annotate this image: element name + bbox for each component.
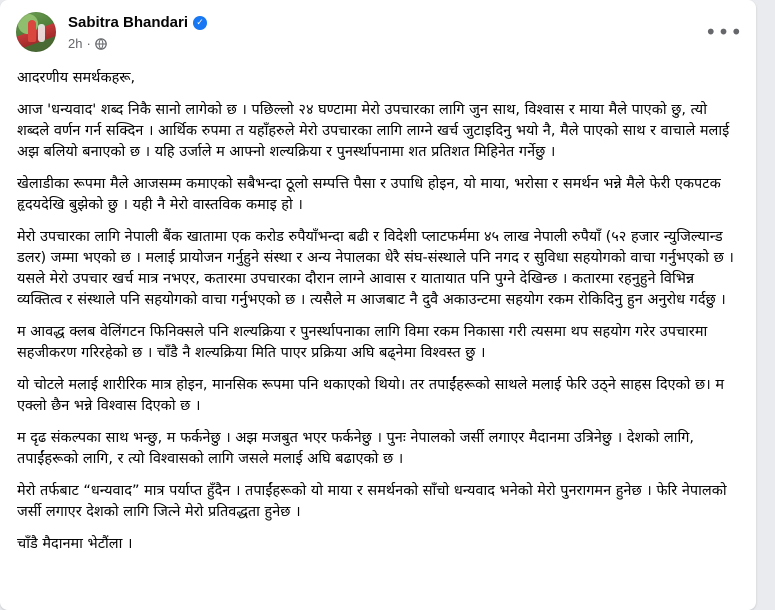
author-name[interactable]: Sabitra Bhandari (68, 14, 189, 31)
post-paragraph: चाँडै मैदानमा भेटौंला । (17, 536, 133, 552)
author-avatar[interactable] (16, 12, 56, 52)
post-meta (68, 36, 107, 51)
post-body (17, 68, 741, 566)
post-paragraph: म दृढ संकल्पका साथ भन्छु, म फर्कनेछु । अझ मजबुत भएर फर्कनेछु । पुनः नेपालको जर्सी लगाएर मैदानमा उत्रिनेछु । देशको लागि, तपाईंहरूको लागि, र त्यो विश्वासको लागि जसले मलाई अघि बढाएको छ । (17, 430, 694, 467)
author-row (68, 14, 207, 31)
post-header (16, 12, 744, 56)
verified-badge-icon: ✓ (193, 16, 207, 30)
post-paragraph: यो चोटले मलाई शारीरिक मात्र होइन, मानसिक रूपमा पनि थकाएको थियो। तर तपाईंहरूको साथले मलाई फेरि उठ्ने साहस दिएको छ। म एक्लो छैन भन्ने विश्वास दिएको छ । (17, 377, 724, 414)
more-options-icon[interactable]: ••• (704, 20, 744, 44)
post-paragraph: म आवद्ध क्लब वेलिंगटन फिनिक्सले पनि शल्यक्रिया र पुनर्स्थापनाका लागि विमा रकम निकासा गरी त्यसमा थप सहयोग गरेर उपचारमा सहजीकरण गरिरहेको छ । चाँडै नै शल्यक्रिया मिति पाएर प्रक्रिया अघि बढ्नेमा विश्वस्त छु । (17, 324, 708, 361)
meta-separator: · (86, 36, 91, 51)
post-paragraph: खेलाडीका रूपमा मैले आजसम्म कमाएको सबैभन्दा ठूलो सम्पत्ति पैसा र उपाधि होइन, यो माया, भरोसा र समर्थन भन्ने मैले फेरी एकपटक हृदयदेखि बुझेको छु । यही नै मेरो वास्तविक कमाइ हो । (17, 176, 721, 213)
avatar-figure (38, 24, 45, 42)
post-paragraph: मेरो उपचारका लागि नेपाली बैंक खातामा एक करोड रुपैयाँभन्दा बढी र विदेशी प्लाटफर्ममा ४५ लाख नेपाली रुपैयाँ (५२ हजार न्युजिल्यान्ड डलर) जम्मा भएको छ । मलाई प्रायोजन गर्नुहुने संस्था र अन्य नेपालका धेरै संघ-संस्थाले पनि नगद र सुविधा सहयोगको वाचा गर्नुभएको छ । यसले मेरो उपचार खर्च मात्र नभएर, कतारमा उपचारका दौरान लाग्ने आवास र यातायात पनि पुग्ने देखिन्छ । कतारमा रहनुहुने विभिन्न व्यक्तित्व र संस्थाले पनि सहयोगको वाचा गर्नुभएको छ । त्यसैले म आजबाट नै दुवै अकाउन्टमा सहयोग रकम रोकिदिनु हुन अनुरोध गर्दछु । (17, 229, 734, 308)
globe-icon[interactable] (95, 38, 107, 50)
post-timestamp[interactable]: 2h (68, 36, 83, 51)
post-paragraph: आज 'धन्यवाद' शब्द निकै सानो लागेको छ । पछिल्लो २४ घण्टामा मेरो उपचारका लागि जुन साथ, विश्वास र माया मैले पाएको छु, त्यो शब्दले वर्णन गर्न सक्दिन । आर्थिक रुपमा त यहाँहरुले मेरो उपचारका लागि लाग्ने खर्च जुटाइदिनु भयो नै, मैले पाएको साथ र वाचाले मलाई अझ बलियो बनाएको छ । यहि उर्जाले म आफ्नो शल्यक्रिया र पुनर्स्थापनामा शत प्रतिशत मिहिनेत गर्नेछु । (17, 102, 730, 160)
post-paragraph: आदरणीय समर्थकहरू, (17, 70, 136, 86)
avatar-figure (28, 20, 36, 42)
post-paragraph: मेरो तर्फबाट “धन्यवाद” मात्र पर्याप्त हुँदैन । तपाईंहरूको यो माया र समर्थनको साँचो धन्यवाद भनेको मेरो पुनरागमन हुनेछ । फेरि नेपालको जर्सी लगाएर देशको लागि जित्ने मेरो प्रतिवद्धता हुनेछ । (17, 483, 727, 520)
